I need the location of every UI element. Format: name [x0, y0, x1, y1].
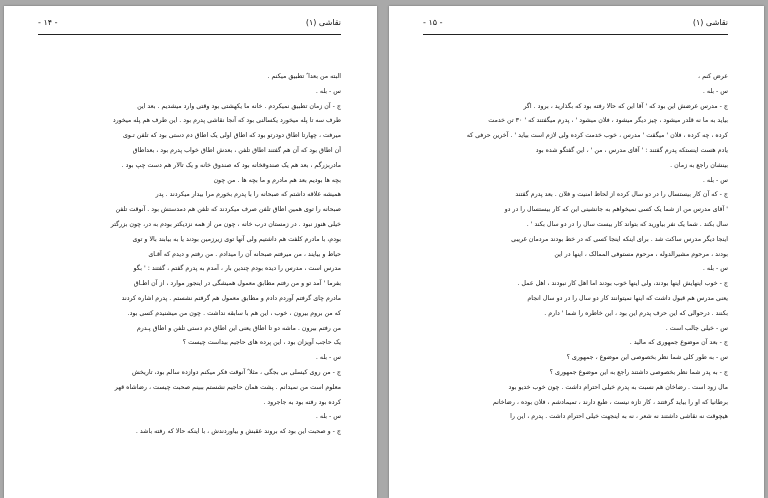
page-header	[423, 16, 728, 30]
page-number: - ۱۴ -	[38, 18, 58, 27]
text-line: ج - بعد آن موضوع جمهوری که مالید .	[629, 339, 728, 347]
text-line: مادرم چای گرفتم آوردم دادم و مطابق معمول هم گرفتم نشستم . پدرم اشاره کردند	[121, 294, 341, 302]
text-line: ج - آن زمان تطبیق نمیکردم . خانه ما یکهشتی بود وقتی وارد میشدیم . بعد این	[137, 102, 341, 110]
text-line: بودم، با مادرم کلفت هم داشتیم ولی آنها توی زیرزمین بودند یا به بیابند بالا و توی	[132, 235, 341, 243]
text-line: کرده ، چه کرده ، فلان ' میگفت ' مدرس ، خوب خدمت کرده ولی لازم است بیاید ' . آخرین حرفی که	[466, 132, 728, 140]
text-line: س - خیلی جالب است .	[665, 324, 728, 332]
text-line: خیلی هنوز نبود . در زمستان درب خانه ، چون من از همه نزدیکتر بودم به در، چون بزرگتر	[110, 220, 341, 228]
header-rule	[423, 34, 728, 35]
text-line: یادم هست اینستکه پدرم گفتند : ' آقای مدرس ، من ' ، این گفتگو شده بود	[535, 146, 728, 154]
text-line: بکنند . درحوالی که این حرف پدرم این بود ، این خاطره را شما ' دارم .	[544, 309, 728, 317]
text-line: س - بله .	[702, 176, 728, 184]
text-line: هیچوقت نه نقاشی داشتند نه شعر ، نه به اینجهت خیلی احترام داشت . پدرم ، این را	[510, 413, 728, 421]
text-line: ج - و صحبت این بود که بروند عقبش و بیاوردندش ، با اینکه حالا که رفته باشد .	[135, 428, 341, 436]
page-number: - ۱۵ -	[423, 18, 443, 27]
text-line: حیاط و بیایند ، من میرفتم صبحانه آن را میدادم . من رفتم و دیدم که آقـای	[148, 250, 341, 258]
text-line: یک حاجب آویزان بود ، این پرده های حاجیم بیداست چیست ؟	[182, 339, 341, 347]
text-line: بچه ها بودیم بعد هم مادرم و ما بچه ها . من چون	[213, 176, 341, 184]
text-line: بیاید به ما نه قلدر میشود ، چیز دیگر میشود ، فلان میشود ' ، پدرم میگفتند که ' ۳۰ تن خدمت	[488, 117, 728, 125]
header-rule	[38, 34, 341, 35]
text-line: س - به طور کلی شما نظر بخصوصی این موضوع ، جمهوری ؟	[566, 354, 728, 362]
document-page-left	[4, 6, 377, 498]
text-line: معلوم است من نمیدانم . پشت همان حاجیم نشستم ببینم صحبت چیست ، رضاشاه قهر	[114, 383, 341, 391]
text-line: مدرس است ، مدرس را دیده بودم چندین بار ، آمدم به پدرم گفتم ، گفتند : ' بگو	[133, 265, 341, 273]
text-line: س - بله .	[702, 87, 728, 95]
text-line: یعنی مدرس هم قبول داشت که اینها نمیتوانند کار دو سال را در دو سال انجام	[527, 294, 728, 302]
text-line: آن اطاق بود که آن هم گفتند اطاق تلفن ، بعدش اطاق خواب پدرم بود ، بعداطاق	[132, 146, 341, 154]
page-body	[38, 70, 341, 440]
text-line: سال بکند . شما یک نفر بیاورید که بتواند کار بیست سال را در دو سال بکند ' .	[526, 220, 728, 228]
text-line: من رفتم بیرون . ماشه دو تا اطاق یعنی این اطاق دم دستی تلفن و اطاق پـدرم	[136, 324, 341, 332]
text-line: بودند ، مرحوم مشیرالدوله ، مرحوم مستوفی الممالک ، اینها در این	[554, 250, 728, 258]
text-line: عرض کنم ،	[698, 73, 728, 80]
text-line: س - بله .	[702, 265, 728, 273]
text-line: مال زود است . رضاخان هم نسبت به پدرم خیلی احترام داشت . چون خوب خدیو بود	[508, 383, 728, 391]
text-line: البته من بعدا ً تطبیق میکنم .	[267, 73, 341, 80]
running-title: نقاشی (۱)	[305, 18, 341, 27]
text-line: اینجا دیگر مدرس ساکت شد . برای اینکه اینجا کسی که در خط بودند مردمان غریبی	[511, 235, 728, 243]
text-line: س - بله .	[315, 87, 341, 95]
text-line: ج - من روی کیسلی بی بجگی ، مثلا ً آنوقت فکر میکنم دوازده سالم بود، تاریخش	[131, 368, 341, 376]
document-page-right	[389, 6, 764, 498]
text-line: بینشان راجع به زمان .	[670, 161, 728, 169]
text-line: که من بروم بیرون ، خوب ، این هم با سابقه نداشت . چون من میشنیدم کسی بود.	[127, 309, 341, 317]
text-line: میرفت ، چهارتا اطاق دودرتو بود که اطاق اولی یک اطاق دم دستی بود که تلفن تـوی	[122, 132, 341, 140]
running-title: نقاشی (۱)	[692, 18, 728, 27]
text-line: برطانیا که او را بیاید گرفتند ، کار تازه نیست ، طبع دارند ، تمیمادشم ، فلان بوده ، رضاخانم	[492, 398, 728, 406]
text-line: کرده بود رفته بود به جاجرود .	[263, 398, 341, 406]
text-line: همیشه علاقه داشتم که صبحانه را با پدرم بخورم مرا بیدار میکردند . پدر	[155, 191, 341, 199]
text-line: ج - به پدر شما نظر بخصوصی داشتند راجع به این موضوع جمهوری ؟	[549, 368, 728, 376]
page-header	[38, 16, 341, 30]
text-line: صبحانه را توی همین اطاق تلفن صرف میکردند که تلفن هم دمدستش بود . آنوقت تلفن	[115, 206, 341, 214]
text-line: ج - که آن کار بیستسال را در دو سال کرده از لحاظ امنیت و فلان . بعد پدرم گفتند	[515, 191, 728, 199]
text-line: ' آقای مدرس من از شما یک کسی نمیخواهم به جانشینی این که کار بیستسال را در دو	[504, 206, 728, 214]
text-line: طرف سه تا پله میخورد یکسالنی بود که آنجا نقاشی پدرم بود . این طرف هم پله میخورد	[112, 117, 341, 125]
text-line: بفرما ' آمد تو و من رفتم مطابق معمول همیشگی در اینجور موارد ، از آن اطـاق	[133, 280, 341, 288]
text-line: ج - خوب اینهایش اینها بودند، ولی اینها خوب بودند اما اهل کار نبودند ، اهل عمل .	[517, 280, 728, 288]
text-line: س - بله .	[315, 413, 341, 421]
page-body	[423, 70, 728, 425]
text-line: ج - مدرس عرضش این بود که ' آقا این که حالا رفته بود که بگذارید ، برود . اگر	[523, 102, 728, 110]
text-line: مادربزرگم ، بعد هم یک صندوقخانه بود که صندوق خانه و یک تالار هم دست چپ بود .	[121, 161, 341, 169]
text-line: س - بله .	[315, 354, 341, 362]
